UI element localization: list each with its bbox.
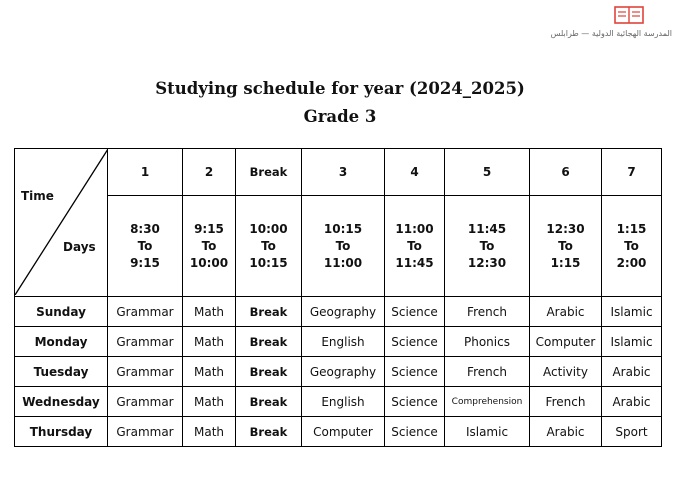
time-to: 10:15	[249, 255, 288, 270]
subject-cell: Arabic	[530, 297, 602, 327]
book-icon	[614, 6, 644, 26]
subject-cell: Math	[183, 387, 236, 417]
day-label: Monday	[15, 327, 108, 357]
period-number: 5	[445, 149, 530, 196]
subject-cell: Geography	[302, 357, 385, 387]
subject-cell: Grammar	[108, 297, 183, 327]
day-label: Thursday	[15, 417, 108, 447]
subject-cell: Arabic	[602, 357, 662, 387]
day-label: Tuesday	[15, 357, 108, 387]
period-number-row	[15, 149, 662, 196]
table-row	[15, 327, 662, 357]
subject-cell: Science	[385, 417, 445, 447]
grade-title: Grade 3	[303, 107, 377, 126]
subject-cell: Activity	[530, 357, 602, 387]
time-from: 1:15	[616, 221, 647, 236]
subject-cell: Islamic	[602, 297, 662, 327]
period-time	[445, 196, 530, 297]
subject-cell: Computer	[302, 417, 385, 447]
period-time	[236, 196, 302, 297]
subject-cell: Geography	[302, 297, 385, 327]
subject-cell: Math	[183, 327, 236, 357]
time-from: 8:30	[130, 221, 160, 236]
day-label: Wednesday	[15, 387, 108, 417]
subject-cell: Science	[385, 297, 445, 327]
time-to: 11:45	[395, 255, 434, 270]
subject-cell: Computer	[530, 327, 602, 357]
time-label: Time	[21, 189, 54, 203]
school-logo	[550, 6, 672, 38]
subject-cell: Math	[183, 357, 236, 387]
period-time	[108, 196, 183, 297]
table-row	[15, 387, 662, 417]
page-title: Studying schedule for year (2024_2025)	[155, 79, 525, 98]
time-from: 10:15	[323, 221, 363, 236]
subject-cell: French	[445, 357, 530, 387]
period-number: 7	[602, 149, 662, 196]
time-to: 12:30	[467, 255, 507, 270]
time-from: 9:15	[194, 221, 224, 236]
time-to-word: To	[624, 238, 639, 253]
time-to-word: To	[479, 238, 495, 253]
subject-cell: Grammar	[108, 417, 183, 447]
period-number-break: Break	[236, 149, 302, 196]
subject-cell: English	[302, 387, 385, 417]
subject-cell: Grammar	[108, 327, 183, 357]
subject-cell: Arabic	[530, 417, 602, 447]
time-days-corner	[15, 149, 108, 297]
time-to-word: To	[137, 238, 153, 253]
subject-cell: Grammar	[108, 387, 183, 417]
period-time	[183, 196, 236, 297]
period-number: 2	[183, 149, 236, 196]
time-to: 1:15	[550, 255, 581, 270]
subject-cell: Math	[183, 297, 236, 327]
time-to: 11:00	[323, 255, 363, 270]
period-number: 4	[385, 149, 445, 196]
table-row	[15, 357, 662, 387]
time-to-word: To	[201, 238, 217, 253]
subject-cell: English	[302, 327, 385, 357]
subject-cell: Science	[385, 387, 445, 417]
corner-diagonal	[15, 149, 108, 295]
subject-cell: Arabic	[602, 387, 662, 417]
period-time	[302, 196, 385, 297]
subject-cell: Science	[385, 327, 445, 357]
subject-cell: Islamic	[445, 417, 530, 447]
day-label: Sunday	[15, 297, 108, 327]
break-cell: Break	[236, 387, 302, 417]
subject-cell: Grammar	[108, 357, 183, 387]
days-label: Days	[63, 240, 96, 254]
period-time	[602, 196, 662, 297]
period-time	[385, 196, 445, 297]
subject-cell: French	[530, 387, 602, 417]
time-to: 2:00	[616, 255, 647, 270]
period-time	[530, 196, 602, 297]
time-to-word: To	[558, 238, 573, 253]
break-cell: Break	[236, 327, 302, 357]
school-name: المدرسة الهجائية الدولية — طرابلس	[550, 29, 672, 38]
time-from: 12:30	[546, 221, 585, 236]
break-cell: Break	[236, 297, 302, 327]
table-row	[15, 297, 662, 327]
time-to: 9:15	[130, 255, 160, 270]
subject-cell: Phonics	[445, 327, 530, 357]
schedule-table	[14, 148, 662, 447]
time-to-word: To	[407, 238, 422, 253]
time-to: 10:00	[189, 255, 229, 270]
subject-cell: Math	[183, 417, 236, 447]
table-row	[15, 417, 662, 447]
subject-cell: Sport	[602, 417, 662, 447]
subject-cell: Comprehension	[445, 387, 530, 417]
subject-cell: French	[445, 297, 530, 327]
time-from: 11:45	[467, 221, 507, 236]
time-from: 10:00	[249, 221, 288, 236]
break-cell: Break	[236, 357, 302, 387]
subject-cell: Science	[385, 357, 445, 387]
time-to-word: To	[335, 238, 351, 253]
time-to-word: To	[261, 238, 276, 253]
period-number: 3	[302, 149, 385, 196]
break-cell: Break	[236, 417, 302, 447]
period-number: 6	[530, 149, 602, 196]
subject-cell: Islamic	[602, 327, 662, 357]
period-time-row	[15, 196, 662, 297]
period-number: 1	[108, 149, 183, 196]
time-from: 11:00	[395, 221, 434, 236]
